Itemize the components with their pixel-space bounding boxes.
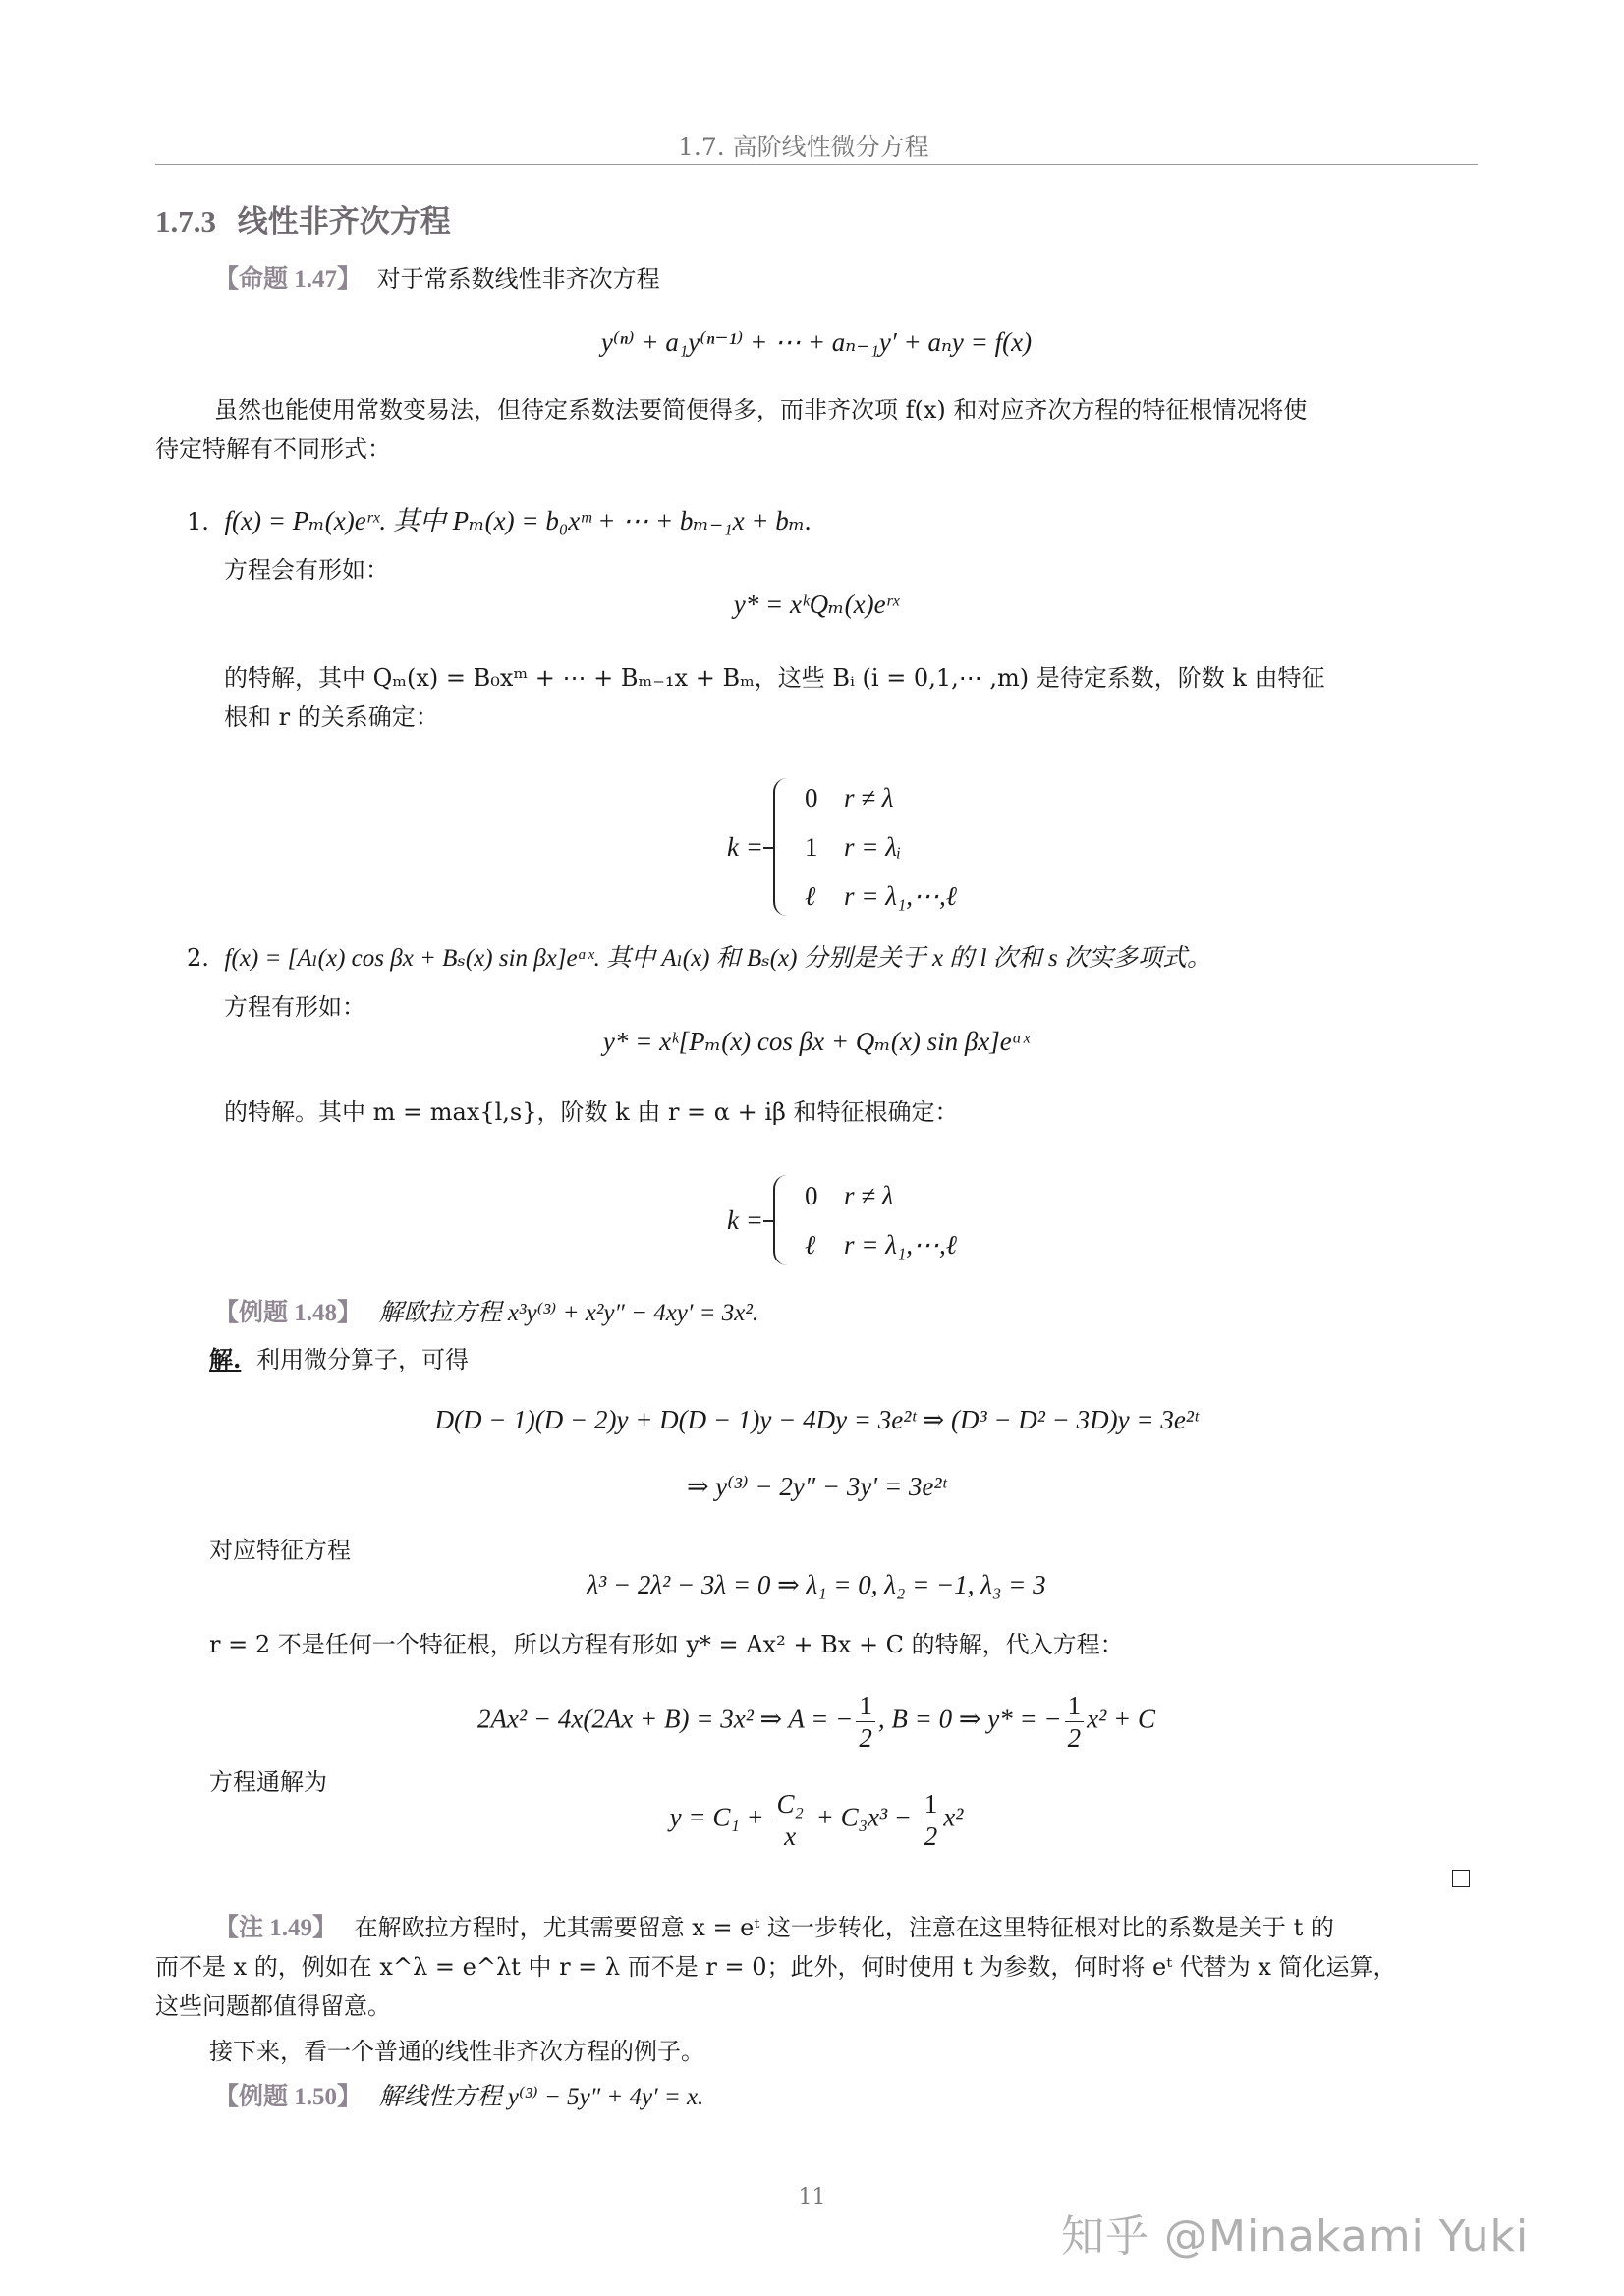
substitution-equation [155,1690,1478,1754]
example148-statement: 解欧拉方程 x³y⁽³⁾ + x²y″ − 4xy′ = 3x². [378,1300,759,1326]
case1-description-line2: 根和 r 的关系确定： [224,703,439,731]
case2-form-equation: y* = xᵏ[Pₘ(x) cos βx + Qₘ(x) sin βx]eᵅˣ [602,1027,1031,1056]
case1-k-cond-2: r = λ₁,⋯,ℓ [843,881,958,911]
proposition-lead: 对于常系数线性非齐次方程 [376,265,660,293]
case1-k-cases [727,776,957,918]
fraction-one-half: $\frac{1}{2}$ [1065,1690,1085,1754]
left-brace-icon [773,1175,793,1265]
operator-equation-1: D(D − 1)(D − 2)y + D(D − 1)y − 4Dy = 3e²ᵗ ⇒ (D³ − D² − 3D)y = 3e²ᵗ [434,1405,1199,1434]
qed-square-icon [1452,1870,1470,1887]
case1-k-value-2: ℓ [804,881,816,911]
general-mid: + C₃x³ − [809,1802,919,1832]
fraction-one-half: $\frac{1}{2}$ [922,1788,941,1852]
example148-tag: 【例题 1.48】 [214,1300,363,1326]
note-line3: 这些问题都值得留意。 [155,1992,391,2020]
running-header [155,128,1478,165]
fraction-one-half: $\frac{1}{2}$ [856,1690,875,1754]
nonhomogeneous-equation: y⁽ⁿ⁾ + a₁y⁽ⁿ⁻¹⁾ + ⋯ + aₙ₋₁y′ + aₙy = f(x) [600,327,1033,357]
sub-eq-left: 2Ax² − 4x(2Ax + B) = 3x² ⇒ A = − [477,1704,854,1734]
case1-description-line1: 的特解，其中 Qₘ(x) = B₀xᵐ + ⋯ + Bₘ₋₁x + Bₘ，这些 Bᵢ (i = 0,1,⋯ ,m) 是待定系数，阶数 k 由特征 [224,664,1325,692]
case2-k-value-0: 0 [804,1181,818,1210]
sub-eq-mid: , B = 0 ⇒ y* = − [877,1704,1062,1734]
section-heading [155,196,451,241]
case2-item [187,938,1211,979]
case1-item [187,501,812,541]
section-title: 线性非齐次方程 [237,204,451,239]
case2-description: 的特解。其中 m = max{l,s}，阶数 k 由 r = α + iβ 和特征根确定： [224,1098,959,1126]
characteristic-label: 对应特征方程 [209,1537,351,1564]
case2-k-cases [727,1174,957,1266]
example150-tag: 【例题 1.50】 [214,2084,363,2110]
case1-k-value-0: 0 [804,783,818,812]
substitution-line: r = 2 不是任何一个特征根，所以方程有形如 y* = Ax² + Bx + C 的特解，代入方程： [209,1631,1124,1658]
case2-line: f(x) = [Aₗ(x) cos βx + Bₛ(x) sin βx]eᵅˣ. 其中 Aₗ(x) 和 Bₛ(x) 分别是关于 x 的 l 次和 s 次实多项式。 [224,945,1211,972]
general-solution-equation [155,1788,1478,1852]
example-150 [214,2077,703,2117]
case2-k-cond-0: r ≠ λ [843,1181,894,1210]
general-left: y = C₁ + [669,1802,771,1832]
solution-intro [209,1340,469,1379]
solution-lead: 利用微分算子，可得 [256,1346,469,1373]
proposition-paragraph-line2: 待定特解有不同形式： [155,435,391,463]
page-number: 11 [798,2185,826,2210]
case2-k-cond-1: r = λ₁,⋯,ℓ [843,1230,958,1260]
proposition-tag: 【命题 1.47】 [214,266,363,293]
case1-k-lhs: k = [727,831,763,862]
case2-form-intro: 方程有形如： [224,993,365,1021]
proposition-paragraph-line1: 虽然也能使用常数变易法，但待定系数法要简便得多，而非齐次项 f(x) 和对应齐次方程的特征根情况将使 [214,396,1308,423]
case2-label: 2. [187,944,209,972]
note-line1: 在解欧拉方程时，尤其需要留意 x = eᵗ 这一步转化，注意在这里特征根对比的系数是关于 t 的 [354,1914,1334,1941]
solution-label: 解. [209,1345,242,1373]
sub-eq-right: x² + C [1087,1704,1155,1734]
left-brace-icon [773,778,793,916]
example150-statement: 解线性方程 y⁽³⁾ − 5y″ + 4y′ = x. [378,2084,704,2110]
example-148 [214,1293,758,1333]
proposition-147 [214,259,660,300]
case1-k-cond-0: r ≠ λ [843,783,894,812]
general-right: x² [943,1802,964,1832]
section-number: 1.7.3 [155,204,216,239]
fraction-c2-over-x: $\frac{\text{C₂}}{x}$ [773,1788,806,1852]
case2-k-lhs: k = [727,1204,763,1235]
case1-form-equation: y* = xᵏQₘ(x)eʳˣ [733,589,900,619]
case1-form-intro: 方程会有形如： [224,556,389,584]
watermark: 知乎 @Minakami Yuki [1061,2212,1530,2262]
case2-k-value-1: ℓ [804,1230,816,1260]
header-rule [155,164,1478,165]
case1-k-cond-1: r = λᵢ [843,832,902,862]
case1-k-value-1: 1 [804,832,818,862]
running-title: 1.7. 高阶线性微分方程 [678,133,929,161]
transition-sentence: 接下来，看一个普通的线性非齐次方程的例子。 [209,2038,704,2065]
case1-line: f(x) = Pₘ(x)eʳˣ. 其中 Pₘ(x) = b₀xᵐ + ⋯ + bₘ₋₁x + bₘ. [224,506,812,535]
case1-label: 1. [187,508,209,535]
note-tag: 【注 1.49】 [214,1915,338,1941]
general-solution-label: 方程通解为 [209,1768,327,1796]
characteristic-equation: λ³ − 2λ² − 3λ = 0 ⇒ λ₁ = 0, λ₂ = −1, λ₃ = 3 [587,1570,1046,1599]
note-line2: 而不是 x 的，例如在 x^λ = e^λt 中 r = λ 而不是 r = 0；此外，何时使用 t 为参数，何时将 eᵗ 代替为 x 简化运算， [155,1953,1397,1981]
operator-equation-2: ⇒ y⁽³⁾ − 2y″ − 3y′ = 3e²ᵗ [686,1472,947,1501]
note-149 [214,1908,1334,1948]
